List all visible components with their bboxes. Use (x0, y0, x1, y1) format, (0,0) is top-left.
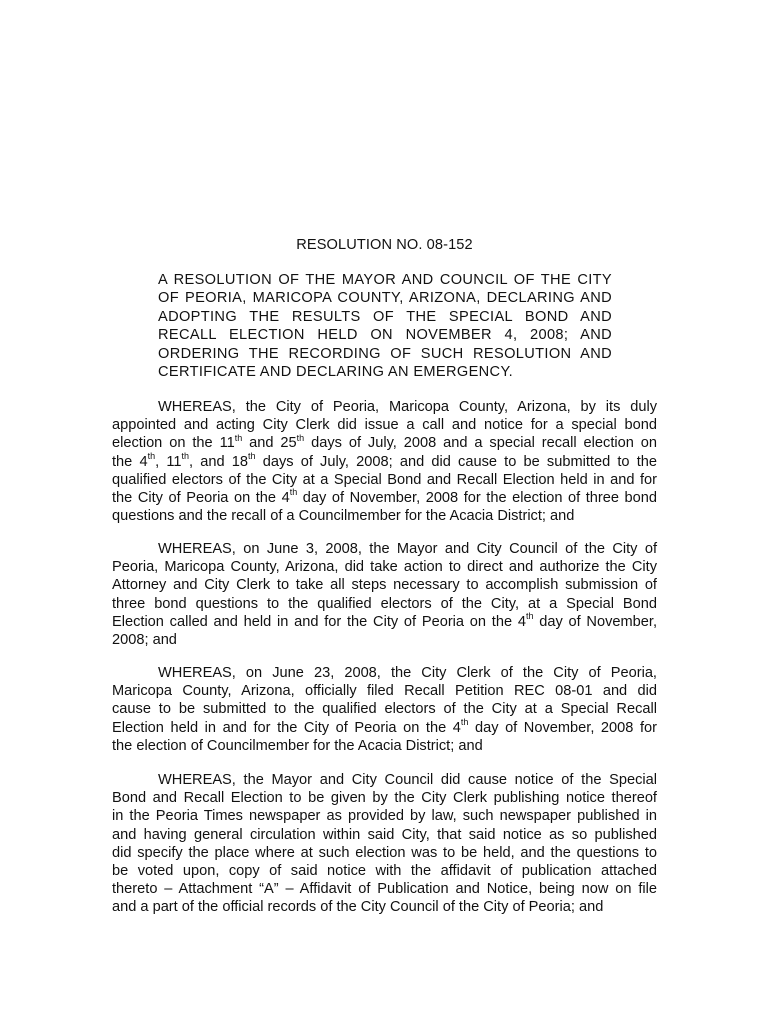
paragraph-line: Bond and Recall Election to be given by the City Clerk publishing notice thereof (112, 790, 657, 807)
paragraph-line: WHEREAS, the City of Peoria, Maricopa County, Arizona, by its duly (158, 399, 657, 415)
text-run: Election called and held in and for the City of Peoria on the 4 (112, 613, 526, 630)
whereas-paragraph-2 (112, 540, 657, 649)
text-run: days of July, 2008 and a special recall election on (304, 435, 657, 452)
ordinal-suffix: th (248, 450, 256, 461)
resolution-title (158, 271, 612, 381)
title-line: RECALL ELECTION HELD ON NOVEMBER 4, 2008; AND (158, 327, 612, 344)
paragraph-line (112, 489, 657, 507)
text-run: election on the 11 (112, 435, 235, 452)
ordinal-suffix: th (460, 716, 469, 727)
paragraph-line (112, 716, 657, 737)
ordinal-suffix: th (296, 432, 305, 443)
text-run: day of November, 2008 for (468, 719, 657, 736)
paragraph-line: three bond questions to the qualified electors of the City, at a Special Bond (112, 595, 657, 612)
ordinal-suffix: th (234, 432, 243, 443)
title-line: ADOPTING THE RESULTS OF THE SPECIAL BOND AND (158, 308, 612, 325)
whereas-paragraph-1 (112, 398, 657, 525)
text-run: and 25 (242, 435, 297, 452)
ordinal-suffix: th (181, 450, 190, 461)
text-run: the City of Peoria on the 4 (112, 490, 290, 507)
paragraph-line: Maricopa County, Arizona, officially filed Recall Petition REC 08-01 and did (112, 683, 657, 700)
title-line: OF PEORIA, MARICOPA COUNTY, ARIZONA, DECLARING AND (158, 290, 612, 307)
paragraph-line: WHEREAS, on June 23, 2008, the City Clerk of the City of Peoria, (158, 665, 657, 681)
paragraph-line: WHEREAS, on June 3, 2008, the Mayor and City Council of the City of (158, 541, 657, 557)
paragraph-line: did specify the place where at such election was to be held, and the questions to (112, 844, 657, 861)
paragraph-line (112, 450, 658, 471)
text-run: , and 18 (189, 453, 249, 470)
paragraph-line: be voted upon, copy of said notice with the affidavit of publication attached (112, 863, 657, 880)
paragraph-line: questions and the recall of a Councilmember for the Acacia District; and (112, 508, 575, 525)
ordinal-suffix: th (147, 450, 156, 461)
resolution-number: RESOLUTION NO. 08-152 (296, 237, 473, 253)
whereas-paragraph-4 (112, 771, 657, 917)
text-run: , 11 (155, 453, 182, 470)
paragraph-line: qualified electors of the City at a Special Bond and Recall Election held in and for (112, 471, 657, 488)
title-line: ORDERING THE RECORDING OF SUCH RESOLUTION AND (158, 345, 612, 362)
whereas-paragraph-3 (112, 664, 657, 755)
paragraph-line: the election of Councilmember for the Acacia District; and (112, 737, 483, 754)
text-run: the 4 (112, 453, 148, 470)
text-run: days of July, 2008; and did cause to be submitted to the (255, 453, 658, 470)
text-run: day of November, 2008 for the election of three bond (297, 490, 657, 507)
paragraph-line: appointed and acting City Clerk did issue a call and notice for a special bond (112, 417, 657, 434)
text-run: Election held in and for the City of Peoria on the 4 (112, 719, 461, 736)
paragraph-line: and a part of the official records of the City Council of the City of Peoria; and (112, 899, 604, 916)
text-run: day of November, (533, 613, 657, 630)
ordinal-suffix: th (289, 487, 298, 498)
ordinal-suffix: th (525, 610, 534, 621)
paragraph-line: thereto – Attachment “A” – Affidavit of Publication and Notice, being now on file (112, 881, 657, 898)
title-line: A RESOLUTION OF THE MAYOR AND COUNCIL OF THE CITY (158, 272, 612, 288)
title-line: CERTIFICATE AND DECLARING AN EMERGENCY. (158, 364, 514, 381)
paragraph-line: cause to be submitted to the qualified electors of the City at a Special Recall (112, 701, 657, 718)
paragraph-line: WHEREAS, the Mayor and City Council did cause notice of the Special (158, 772, 657, 788)
paragraph-line (112, 434, 657, 452)
paragraph-line: Peoria, Maricopa County, Arizona, did take action to direct and authorize the City (112, 559, 657, 576)
paragraph-line: in the Peoria Times newspaper as provided by law, such newspaper published in (112, 808, 657, 825)
paragraph-line (112, 610, 657, 631)
paragraph-line: Attorney and City Clerk to take all steps necessary to accomplish submission of (112, 577, 657, 594)
paragraph-line: and having general circulation within said City, that said notice as so published (112, 826, 657, 843)
paragraph-line: 2008; and (112, 632, 177, 649)
